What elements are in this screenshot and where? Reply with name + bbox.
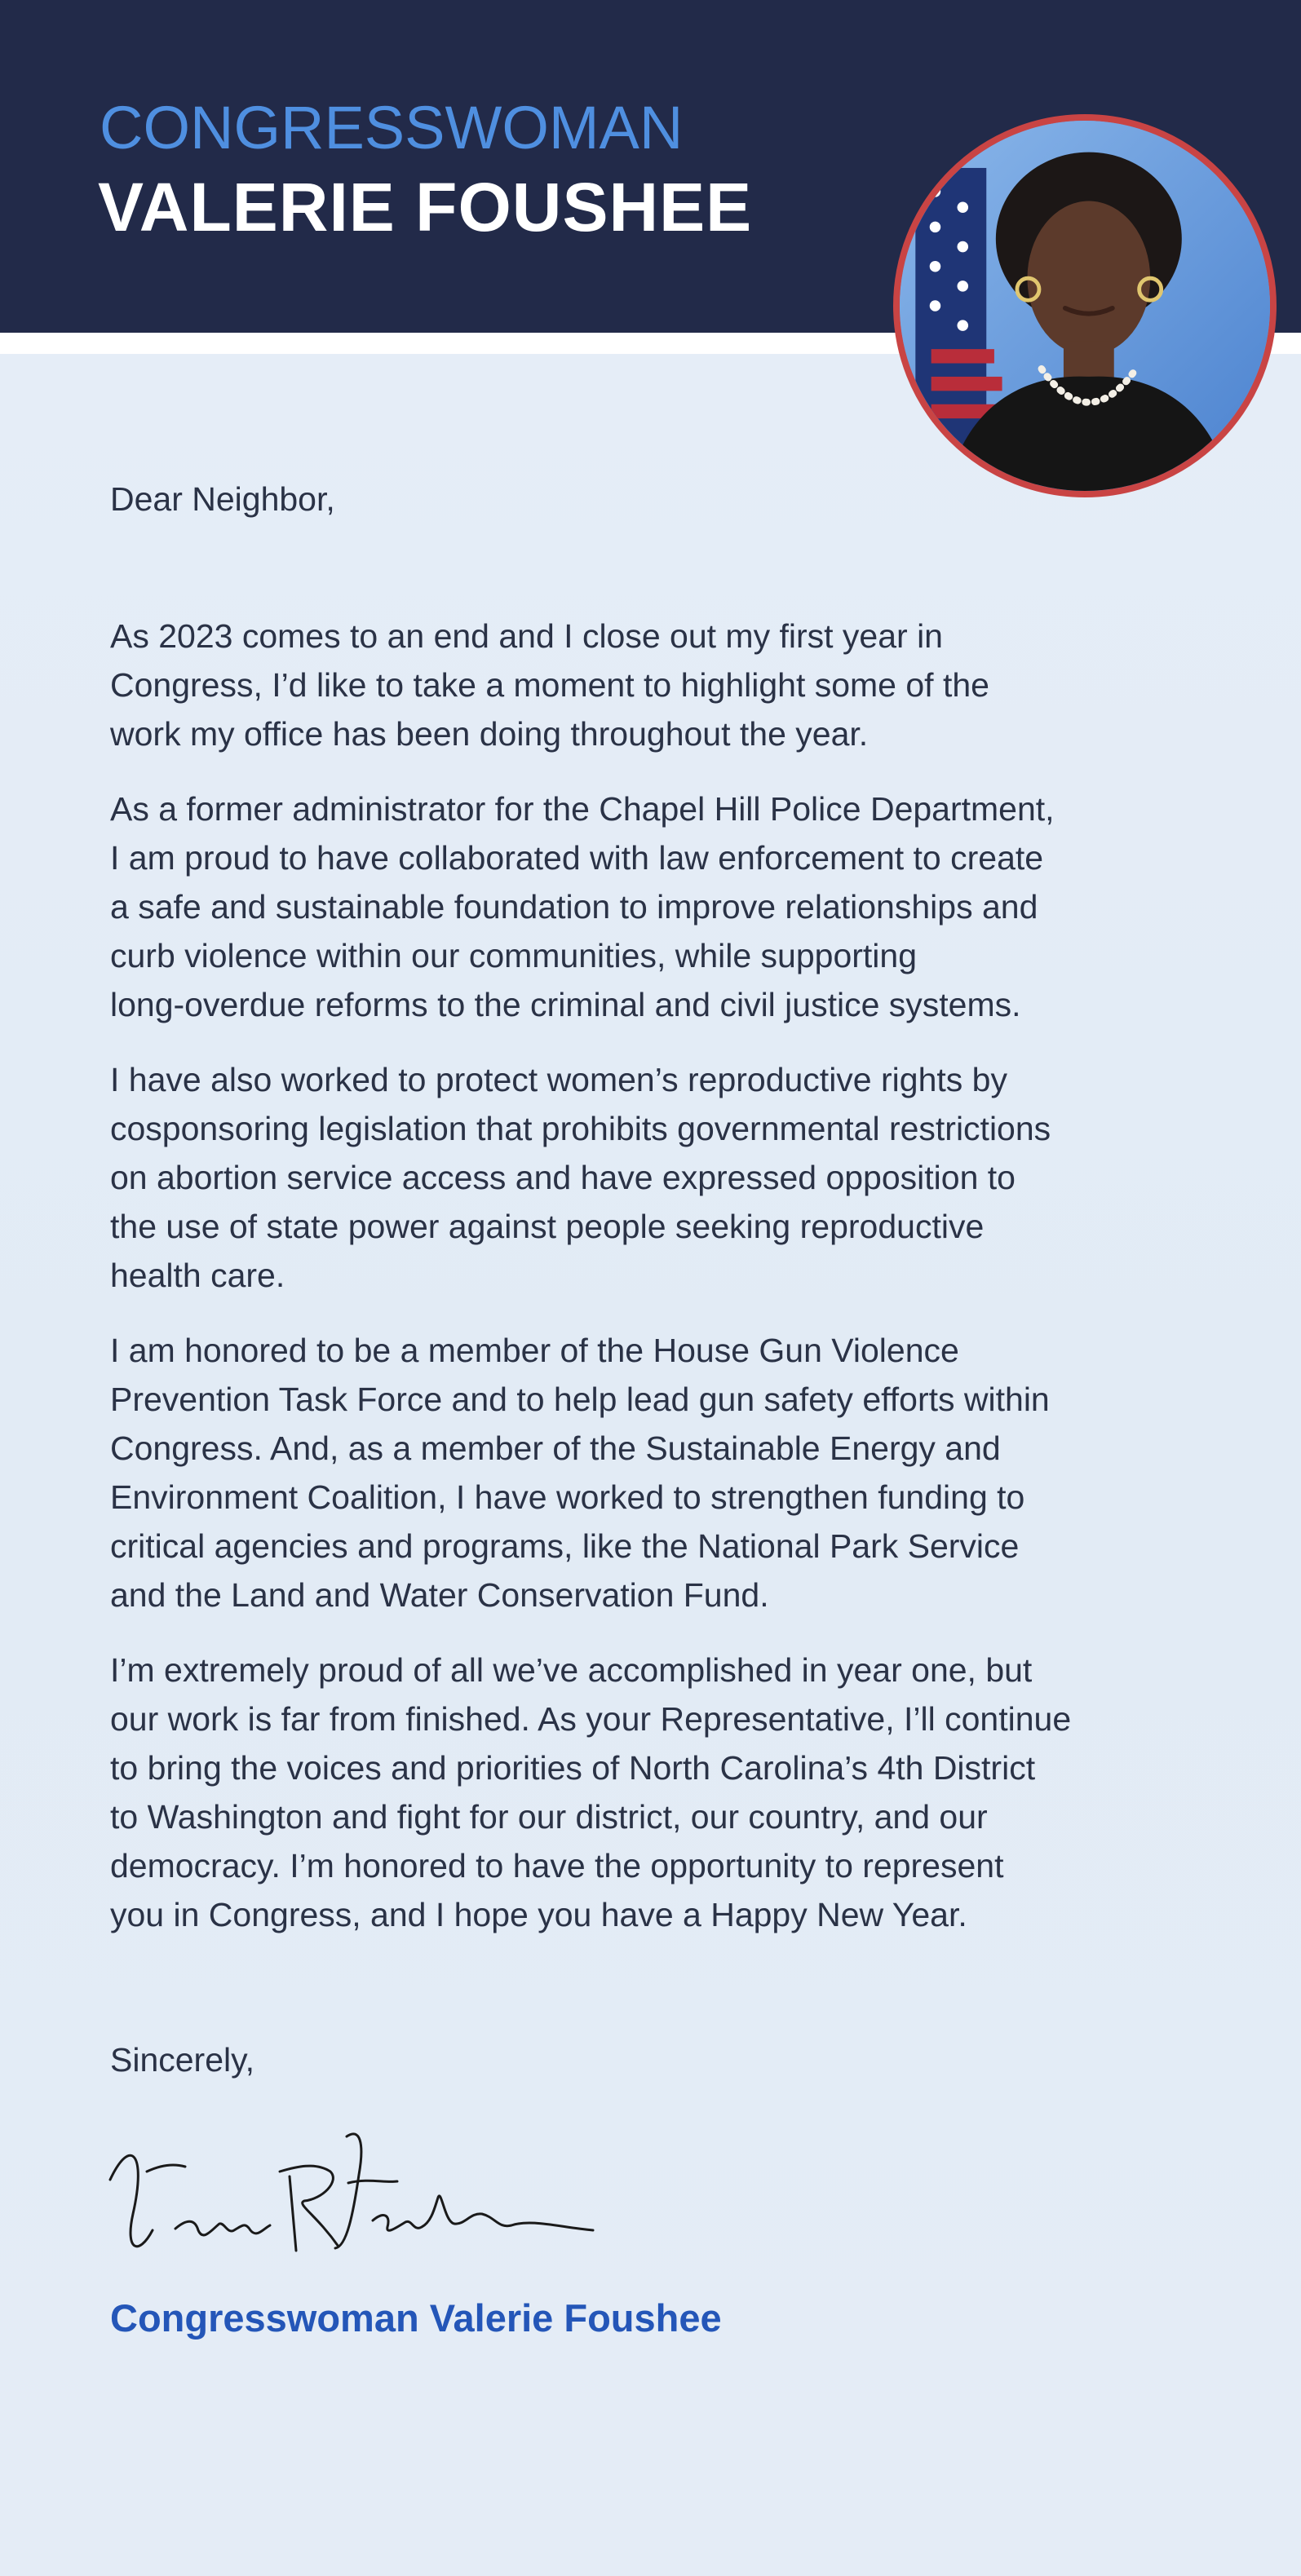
- signature-icon: [102, 2108, 608, 2287]
- portrait-photo: [893, 114, 1277, 497]
- header-title-congresswoman: CONGRESSWOMAN: [100, 94, 684, 161]
- signature: [102, 2108, 608, 2287]
- header-title-name: VALERIE FOUSHEE: [98, 169, 753, 245]
- paragraph-2: As a former administrator for the Chapel Hill Police Department, I am proud to have collaborated with law enforcement to create a safe and sustainable foundation to improve relationships and curb violence within our communities, while supporting long-overdue reforms to the criminal and civil justice systems.: [110, 790, 1055, 1023]
- salutation: Dear Neighbor,: [110, 480, 335, 518]
- portrait-photo-icon: [900, 121, 1270, 491]
- paragraph-1: As 2023 comes to an end and I close out my first year in Congress, I’d like to take a moment to highlight some of the work my office has been doing throughout the year.: [110, 617, 989, 753]
- letter-body: [110, 475, 1268, 2084]
- paragraph-3: I have also worked to protect women’s reproductive rights by cosponsoring legislation that prohibits governmental restrictions on abortion service access and have expressed opposition to the use of state power against people seeking reproductive health care.: [110, 1061, 1051, 1294]
- paragraph-4: I am honored to be a member of the House Gun Violence Prevention Task Force and to help lead gun safety efforts within Congress. And, as a member of the Sustainable Energy and Environment Coalition, I have worked to strengthen funding to critical agencies and programs, like the National Park Service and the Land and Water Conservation Fund.: [110, 1332, 1050, 1614]
- paragraph-5: I’m extremely proud of all we’ve accomplished in year one, but our work is far from finished. As your Representative, I’ll continue to bring the voices and priorities of North Carolina’s 4th District to Washington and fight for our district, our country, and our democracy. I’m honored to have the opportunity to represent you in Congress, and I hope you have a Happy New Year.: [110, 1651, 1072, 1933]
- signer-name: Congresswoman Valerie Foushee: [110, 2296, 722, 2340]
- closing: Sincerely,: [110, 2041, 254, 2079]
